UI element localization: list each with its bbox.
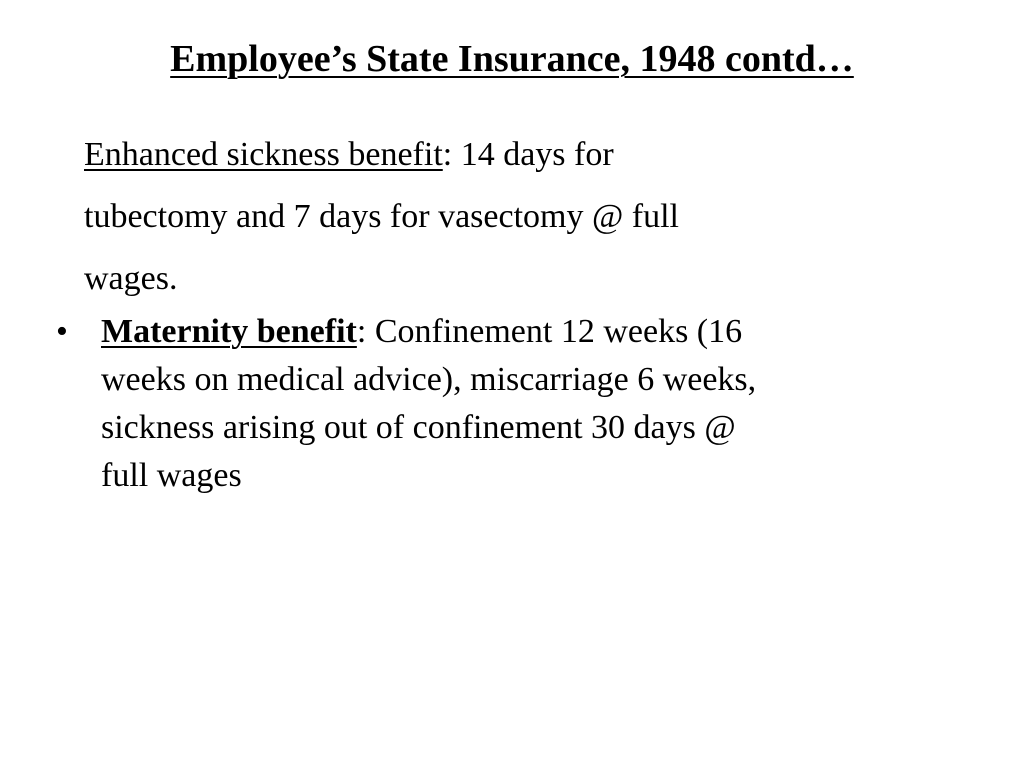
bullet-line-1-text: : Confinement 12 weeks (16 xyxy=(356,313,743,350)
paragraph-line-3: wages. xyxy=(84,260,178,297)
paragraph-line-2: tubectomy and 7 days for vasectomy @ full xyxy=(84,198,679,235)
maternity-benefit-heading: Maternity benefit xyxy=(101,313,357,350)
bullet-line-2: weeks on medical advice), miscarriage 6 weeks, xyxy=(101,361,757,398)
paragraph-line-1 xyxy=(84,124,964,186)
bullet-line-4: full wages xyxy=(101,457,242,494)
slide-title: Employee’s State Insurance, 1948 contd… xyxy=(170,38,854,80)
bullet-marker: • xyxy=(56,313,68,350)
enhanced-sickness-paragraph xyxy=(84,124,964,310)
paragraph-line-1-text: : 14 days for xyxy=(442,136,614,173)
bullet-text xyxy=(101,308,961,500)
bullet-line-1 xyxy=(101,308,961,356)
enhanced-sickness-heading: Enhanced sickness benefit xyxy=(84,136,443,173)
bullet-line-3: sickness arising out of confinement 30 days @ xyxy=(101,409,736,446)
